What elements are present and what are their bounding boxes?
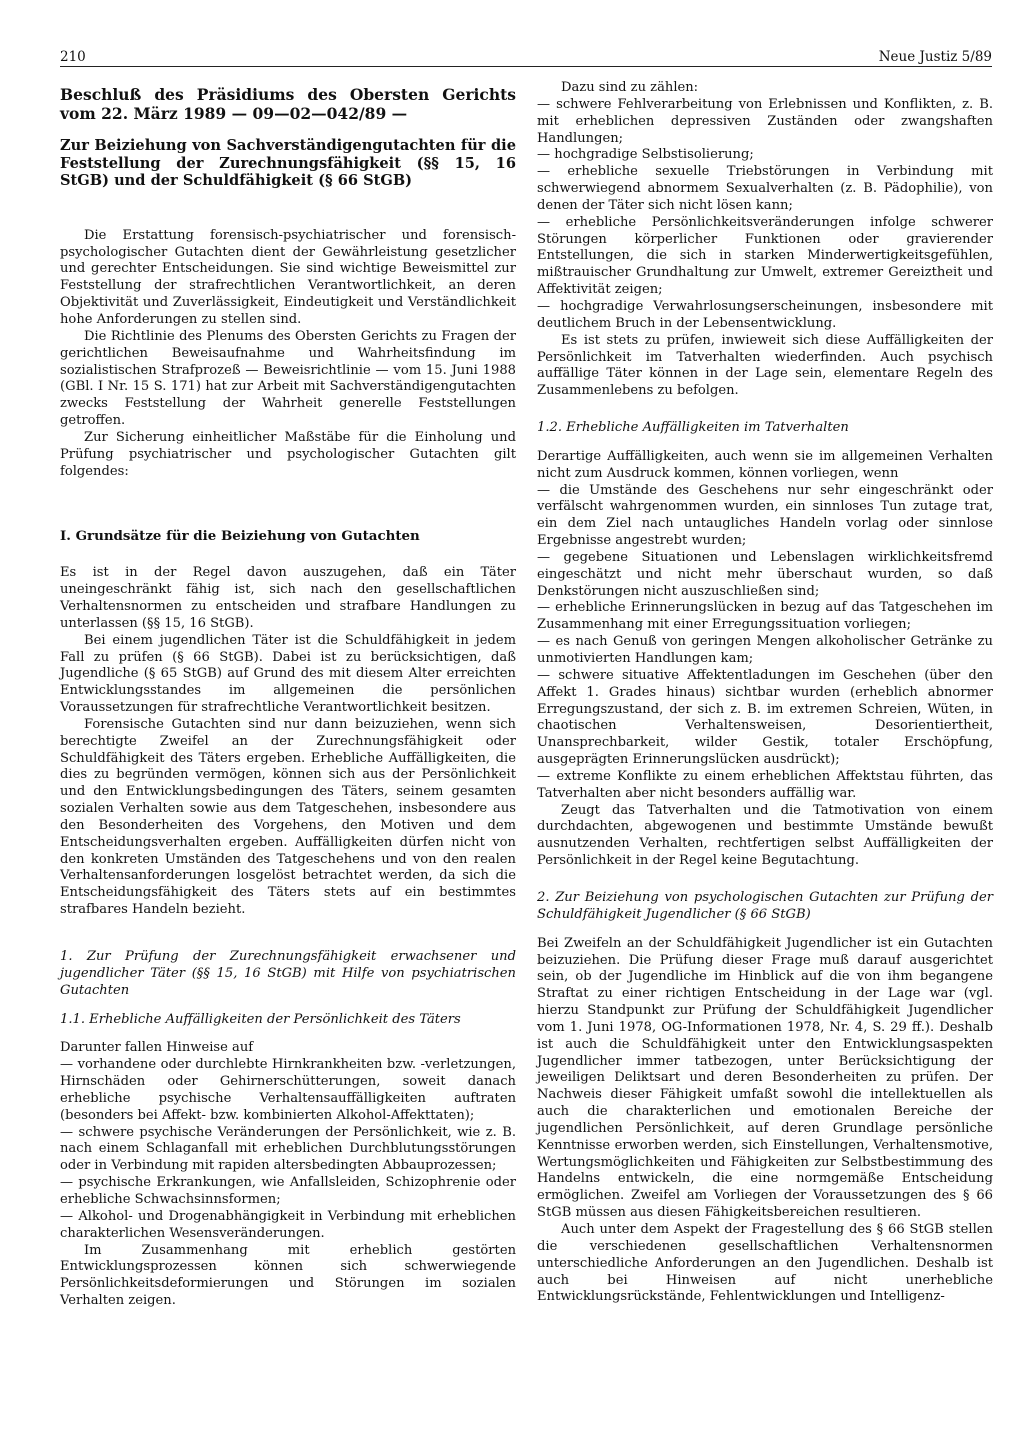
list-item: — es nach Genuß von geringen Mengen alkoholischer Getränke zu unmotivierten Handlungen kam; bbox=[537, 634, 993, 666]
list-item: — psychische Erkrankungen, wie Anfallsleiden, Schizophrenie oder erhebliche Schwachsinnsformen; bbox=[60, 1175, 516, 1207]
list-intro: Derartige Auffälligkeiten, auch wenn sie im allgemeinen Verhalten nicht zum Ausdruck kommen, können vorliegen, wenn bbox=[537, 448, 993, 481]
right-column bbox=[537, 80, 993, 1306]
section-paragraph: Bei Zweifeln an der Schuldfähigkeit Jugendlicher ist ein Gutachten beizuziehen. Die Prüfung dieser Frage muß darauf ausgerichtet sein, ob der Jugendliche im Hinblick auf die von ihm begangene Straftat zu einer richtigen Entscheidung in der Lage war (vgl. hierzu Standpunkt zur Prüfung der Schuldfähigkeit Jugendlicher vom 1. Juni 1978, OG-Informationen 1978, Nr. 4, S. 29 ff.). Deshalb ist auch die Schuldfähigkeit unter den Entwicklungsaspekten Jugendlicher immer tatbezogen, unter Berücksichtigung der jeweiligen Deliktsart und deren Besonderheiten zu prüfen. Der Nachweis dieser Fähigkeit umfaßt sowohl die intellektuellen als auch die charakterlichen und emotionalen Bereiche der jugendlichen Persönlichkeit, auf deren Grundlage persönliche Kenntnisse erworben werden, sich Einstellungen, Verhaltensmotive, Wertungsmöglichkeiten und Fähigkeiten zur Selbstbestimmung des Handelns entwickeln, die eine normgemäße Entscheidung ermöglichen. Zweifel am Vorliegen der Voraussetzungen des § 66 StGB müssen aus diesen Fähigkeitsbereichen resultieren. bbox=[537, 935, 993, 1221]
header-rule bbox=[60, 66, 992, 67]
subheading-1-2: 1.2. Erhebliche Auffälligkeiten im Tatverhalten bbox=[537, 420, 849, 436]
subheading-1-1: 1. Zur Prüfung der Zurechnungsfähigkeit erwachsener und jugendlicher Täter (§§ 15, 16 StGB) mit Hilfe von psychiatrischen Gutachten bbox=[60, 949, 516, 998]
section-paragraph: Es ist stets zu prüfen, inwieweit sich diese Auffälligkeiten der Persönlichkeit im Tatverhalten wiederfinden. Auch psychisch auffällige Täter können in der Lage sein, elementare Regeln des Zusammenlebens zu befolgen. bbox=[537, 332, 993, 399]
page-number: 210 bbox=[60, 49, 86, 65]
list-item: — erhebliche sexuelle Triebstörungen in Verbindung mit schwerwiegend abnormem Sexualverhalten (z. B. Pädophilie), von denen der Täter sich nicht lösen kann; bbox=[537, 164, 993, 213]
intro-paragraph: Die Erstattung forensisch-psychiatrischer und forensisch-psychologischer Gutachten dient der Gewährleistung gesetzlicher und gerechter Entscheidungen. Sie sind wichtige Beweismittel zur Feststellung der strafrechtlichen Verantwortlichkeit, an deren Objektivität und Zuverlässigkeit, Eindeutigkeit und Verständlichkeit hohe Anforderungen zu stellen sind. bbox=[60, 227, 516, 327]
section-paragraph: Bei einem jugendlichen Täter ist die Schuldfähigkeit in jedem Fall zu prüfen (§ 66 StGB). Dabei ist zu berücksichtigen, daß Jugendliche (§ 65 StGB) auf Grund des mit diesem Alter erreichten Entwicklungsstandes im allgemeinen die persönlichen Voraussetzungen für strafrechtliche Verantwortlichkeit besitzen. bbox=[60, 632, 516, 716]
subheading-2: 2. Zur Beiziehung von psychologischen Gutachten zur Prüfung der Schuldfähigkeit Jugendlicher (§ 66 StGB) bbox=[537, 889, 993, 922]
section-paragraph: Im Zusammenhang mit erheblich gestörten Entwicklungsprozessen können sich schwerwiegende Persönlichkeitsdeformierungen und Störungen im sozialen Verhalten zeigen. bbox=[60, 1242, 516, 1309]
list-intro: Darunter fallen Hinweise auf bbox=[60, 1040, 254, 1056]
list-item: — hochgradige Verwahrlosungserscheinungen, insbesondere mit deutlichem Bruch in der Lebensentwicklung. bbox=[537, 298, 993, 331]
section-paragraph: Zeugt das Tatverhalten und die Tatmotivation von einem durchdachten, abgewogenen und bestimmte Umstände bewußt ausnutzenden Verhalten, rechtfertigen selbst Auffälligkeiten der Persönlichkeit in der Regel keine Begutachtung. bbox=[537, 802, 993, 869]
decision-title: Beschluß des Präsidiums des Obersten Gerichts vom 22. März 1989 — 09—02—042/89 — bbox=[60, 85, 516, 123]
section-heading-1: I. Grundsätze für die Beiziehung von Gutachten bbox=[60, 528, 420, 545]
list-item: — schwere psychische Veränderungen der Persönlichkeit, wie z. B. nach einem Schlaganfall mit erheblichen Durchblutungsstörungen oder in Verbindung mit rapiden altersbedingten Abbauprozessen; bbox=[60, 1124, 516, 1174]
decision-subtitle: Zur Beiziehung von Sachverständigengutachten für die Feststellung der Zurechnungsfähigkeit (§§ 15, 16 StGB) und der Schuldfähigkeit (§ 66 StGB) bbox=[60, 137, 516, 190]
left-column bbox=[60, 86, 516, 1310]
journal-issue: Neue Justiz 5/89 bbox=[878, 49, 992, 65]
list-item: — erhebliche Persönlichkeitsveränderungen infolge schwerer Störungen körperlicher Funktionen oder gravierender Entstellungen, die sich in starken Minderwertigkeitsgefühlen, mißtrauischer Grundhaltung zur Umwelt, extremer Gereiztheit und Affektivität zeigen; bbox=[537, 214, 993, 298]
list-item: — schwere Fehlverarbeitung von Erlebnissen und Konflikten, z. B. mit erheblichen depressiven Zuständen oder zwangshaften Handlungen; bbox=[537, 96, 993, 146]
section-paragraph: Es ist in der Regel davon auszugehen, daß ein Täter uneingeschränkt fähig ist, sich nach den gesellschaftlichen Verhaltensnormen zu entscheiden und strafbare Handlungen zu unterlassen (§§ 15, 16 StGB). bbox=[60, 565, 516, 631]
list-item: — extreme Konflikte zu einem erheblichen Affektstau führten, das Tatverhalten aber nicht besonders auffällig war. bbox=[537, 768, 993, 801]
list-item: — schwere situative Affektentladungen im Geschehen (über den Affekt 1. Grades hinaus) sichtbar wurden (erheblich abnormer Erregungszustand, der sich z. B. im extremen Schreien, Wüten, in chaotischen Verhaltensweisen, Desorientiertheit, Unansprechbarkeit, wilder Gestik, totaler Erschöpfung, ausgeprägten Erinnerungslücken ausdrückt); bbox=[537, 667, 993, 768]
intro-paragraph: Die Richtlinie des Plenums des Obersten Gerichts zu Fragen der gerichtlichen Beweisaufnahme und Wahrheitsfindung im sozialistischen Strafprozeß — Beweisrichtlinie — vom 15. Juni 1988 (GBl. I Nr. 15 S. 171) hat zur Arbeit mit Sachverständigengutachten zwecks Feststellung der Wahrheit generelle Feststellungen getroffen. bbox=[60, 328, 516, 429]
subheading-1-1-1: 1.1. Erhebliche Auffälligkeiten der Persönlichkeit des Täters bbox=[60, 1011, 461, 1027]
list-item: — die Umstände des Geschehens nur sehr eingeschränkt oder verfälscht wahrgenommen wurden, ein sinnloses Tun zutage trat, ein dem Ziel nach untaugliches Handeln vorlag oder sinnlose Ergebnisse angestrebt wurden; bbox=[537, 482, 993, 549]
list-item: — gegebene Situationen und Lebenslagen wirklichkeitsfremd eingeschätzt und nicht mehr überschaut wurden, so daß Denkstörungen nicht auszuschließen sind; bbox=[537, 549, 993, 599]
intro-paragraph: Zur Sicherung einheitlicher Maßstäbe für die Einholung und Prüfung psychiatrischer und psychologischer Gutachten gilt folgendes: bbox=[60, 429, 516, 479]
section-paragraph: Forensische Gutachten sind nur dann beizuziehen, wenn sich berechtigte Zweifel an der Zurechnungsfähigkeit oder Schuldfähigkeit des Täters ergeben. Erhebliche Auffälligkeiten, die dies zu begründen vermögen, können sich aus der Persönlichkeit und den Entwicklungsbedingungen des Täters, seinem gesamten sozialen Verhalten sowie aus dem Tatgeschehen, insbesondere aus den Besonderheiten des Vorgehens, den Motiven und dem Entscheidungsverhalten ergeben. Auffälligkeiten dürfen nicht von den konkreten Umständen des Tatgeschehens und von den realen Verhaltensanforderungen losgelöst betrachtet werden, da sich die Entscheidungsfähigkeit des Täters stets auf ein bestimmtes strafbares Handeln bezieht. bbox=[60, 716, 516, 918]
section-paragraph: Auch unter dem Aspekt der Fragestellung des § 66 StGB stellen die verschiedenen gesellschaftlichen Verhaltensnormen unterschiedliche Anforderungen an den Jugendlichen. Deshalb ist auch bei Hinweisen auf nicht unerhebliche Entwicklungsrückstände, Fehlentwicklungen und Intelligenz- bbox=[537, 1222, 993, 1305]
list-item: — erhebliche Erinnerungslücken in bezug auf das Tatgeschehen im Zusammenhang mit einer Erregungssituation vorliegen; bbox=[537, 600, 993, 633]
list-item: — Alkohol- und Drogenabhängigkeit in Verbindung mit erheblichen charakterlichen Wesensveränderungen. bbox=[60, 1208, 516, 1241]
list-item: — hochgradige Selbstisolierung; bbox=[537, 147, 754, 163]
list-intro: Dazu sind zu zählen: bbox=[561, 80, 699, 95]
list-item: — vorhandene oder durchlebte Hirnkrankheiten bzw. -verletzungen, Hirnschäden oder Gehirnerschütterungen, soweit danach erhebliche psychische Verhaltensauffälligkeiten auftraten (besonders bei Affekt- bzw. kombinierten Alkohol-Affekttaten); bbox=[60, 1057, 516, 1123]
